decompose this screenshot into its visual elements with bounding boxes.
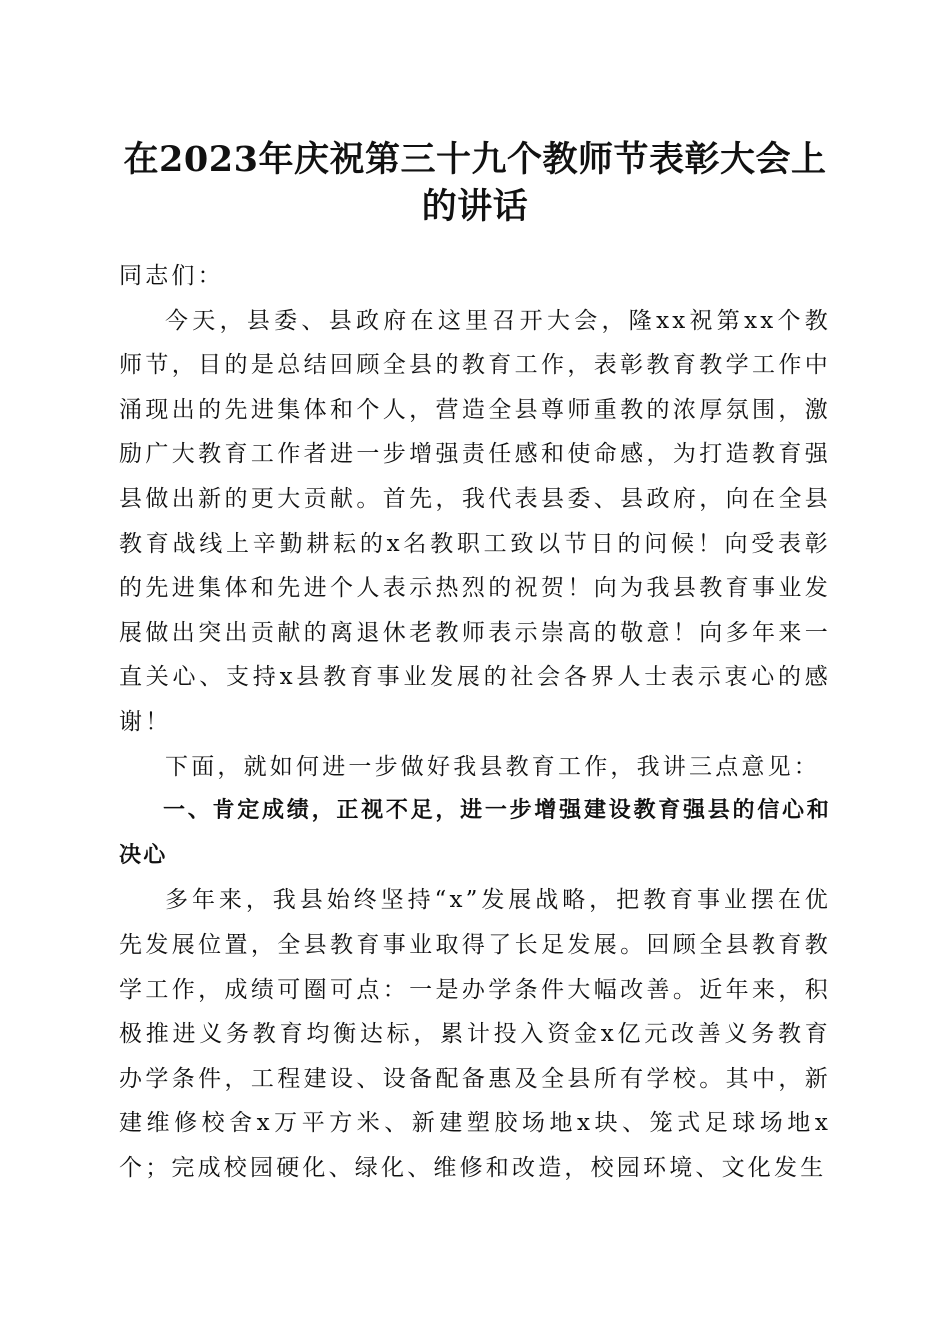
paragraph-intro-points: 下面，就如何进一步做好我县教育工作，我讲三点意见：	[165, 753, 820, 780]
section-heading-1: 一、肯定成绩，正视不足，进一步增强建设教育强县的信心和决心	[119, 798, 831, 868]
paragraph-section-1: 多年来，我县始终坚持“x”发展战略，把教育事业摆在优先发展位置，全县教育事业取得了长足发展。回顾全县教育教学工作，成绩可圈可点：一是办学条件大幅改善。近年来，积极推进义务教育均衡达标，累计投入资金x亿元改善义务教育办学条件，工程建设、设备配备惠及全县所有学校。其中，新建维修校舍x万平方米、新建塑胶场地x块、笼式足球场地x个；完成校园硬化、绿化、维修和改造，校园环境、文化发生	[119, 887, 831, 1181]
document-title	[110, 136, 840, 230]
greeting: 同志们：	[119, 263, 224, 289]
document-body	[119, 254, 831, 1190]
paragraph-opening: 今天，县委、县政府在这里召开大会，隆xx祝第xx个教师节，目的是总结回顾全县的教育工作，表彰教育教学工作中涌现出的先进集体和个人，营造全县尊师重教的浓厚氛围，激励广大教育工作者进一步增强责任感和使命感，为打造教育强县做出新的更大贡献。首先，我代表县委、县政府，向在全县教育战线上辛勤耕耘的x名教职工致以节日的问候！向受表彰的先进集体和先进个人表示热烈的祝贺！向为我县教育事业发展做出突出贡献的离退休老教师表示崇高的敬意！向多年来一直关心、支持x县教育事业发展的社会各界人士表示衷心的感谢！	[119, 307, 831, 735]
title-line-2: 的讲话	[421, 186, 529, 227]
title-line-1: 在2023年庆祝第三十九个教师节表彰大会上	[123, 139, 827, 180]
